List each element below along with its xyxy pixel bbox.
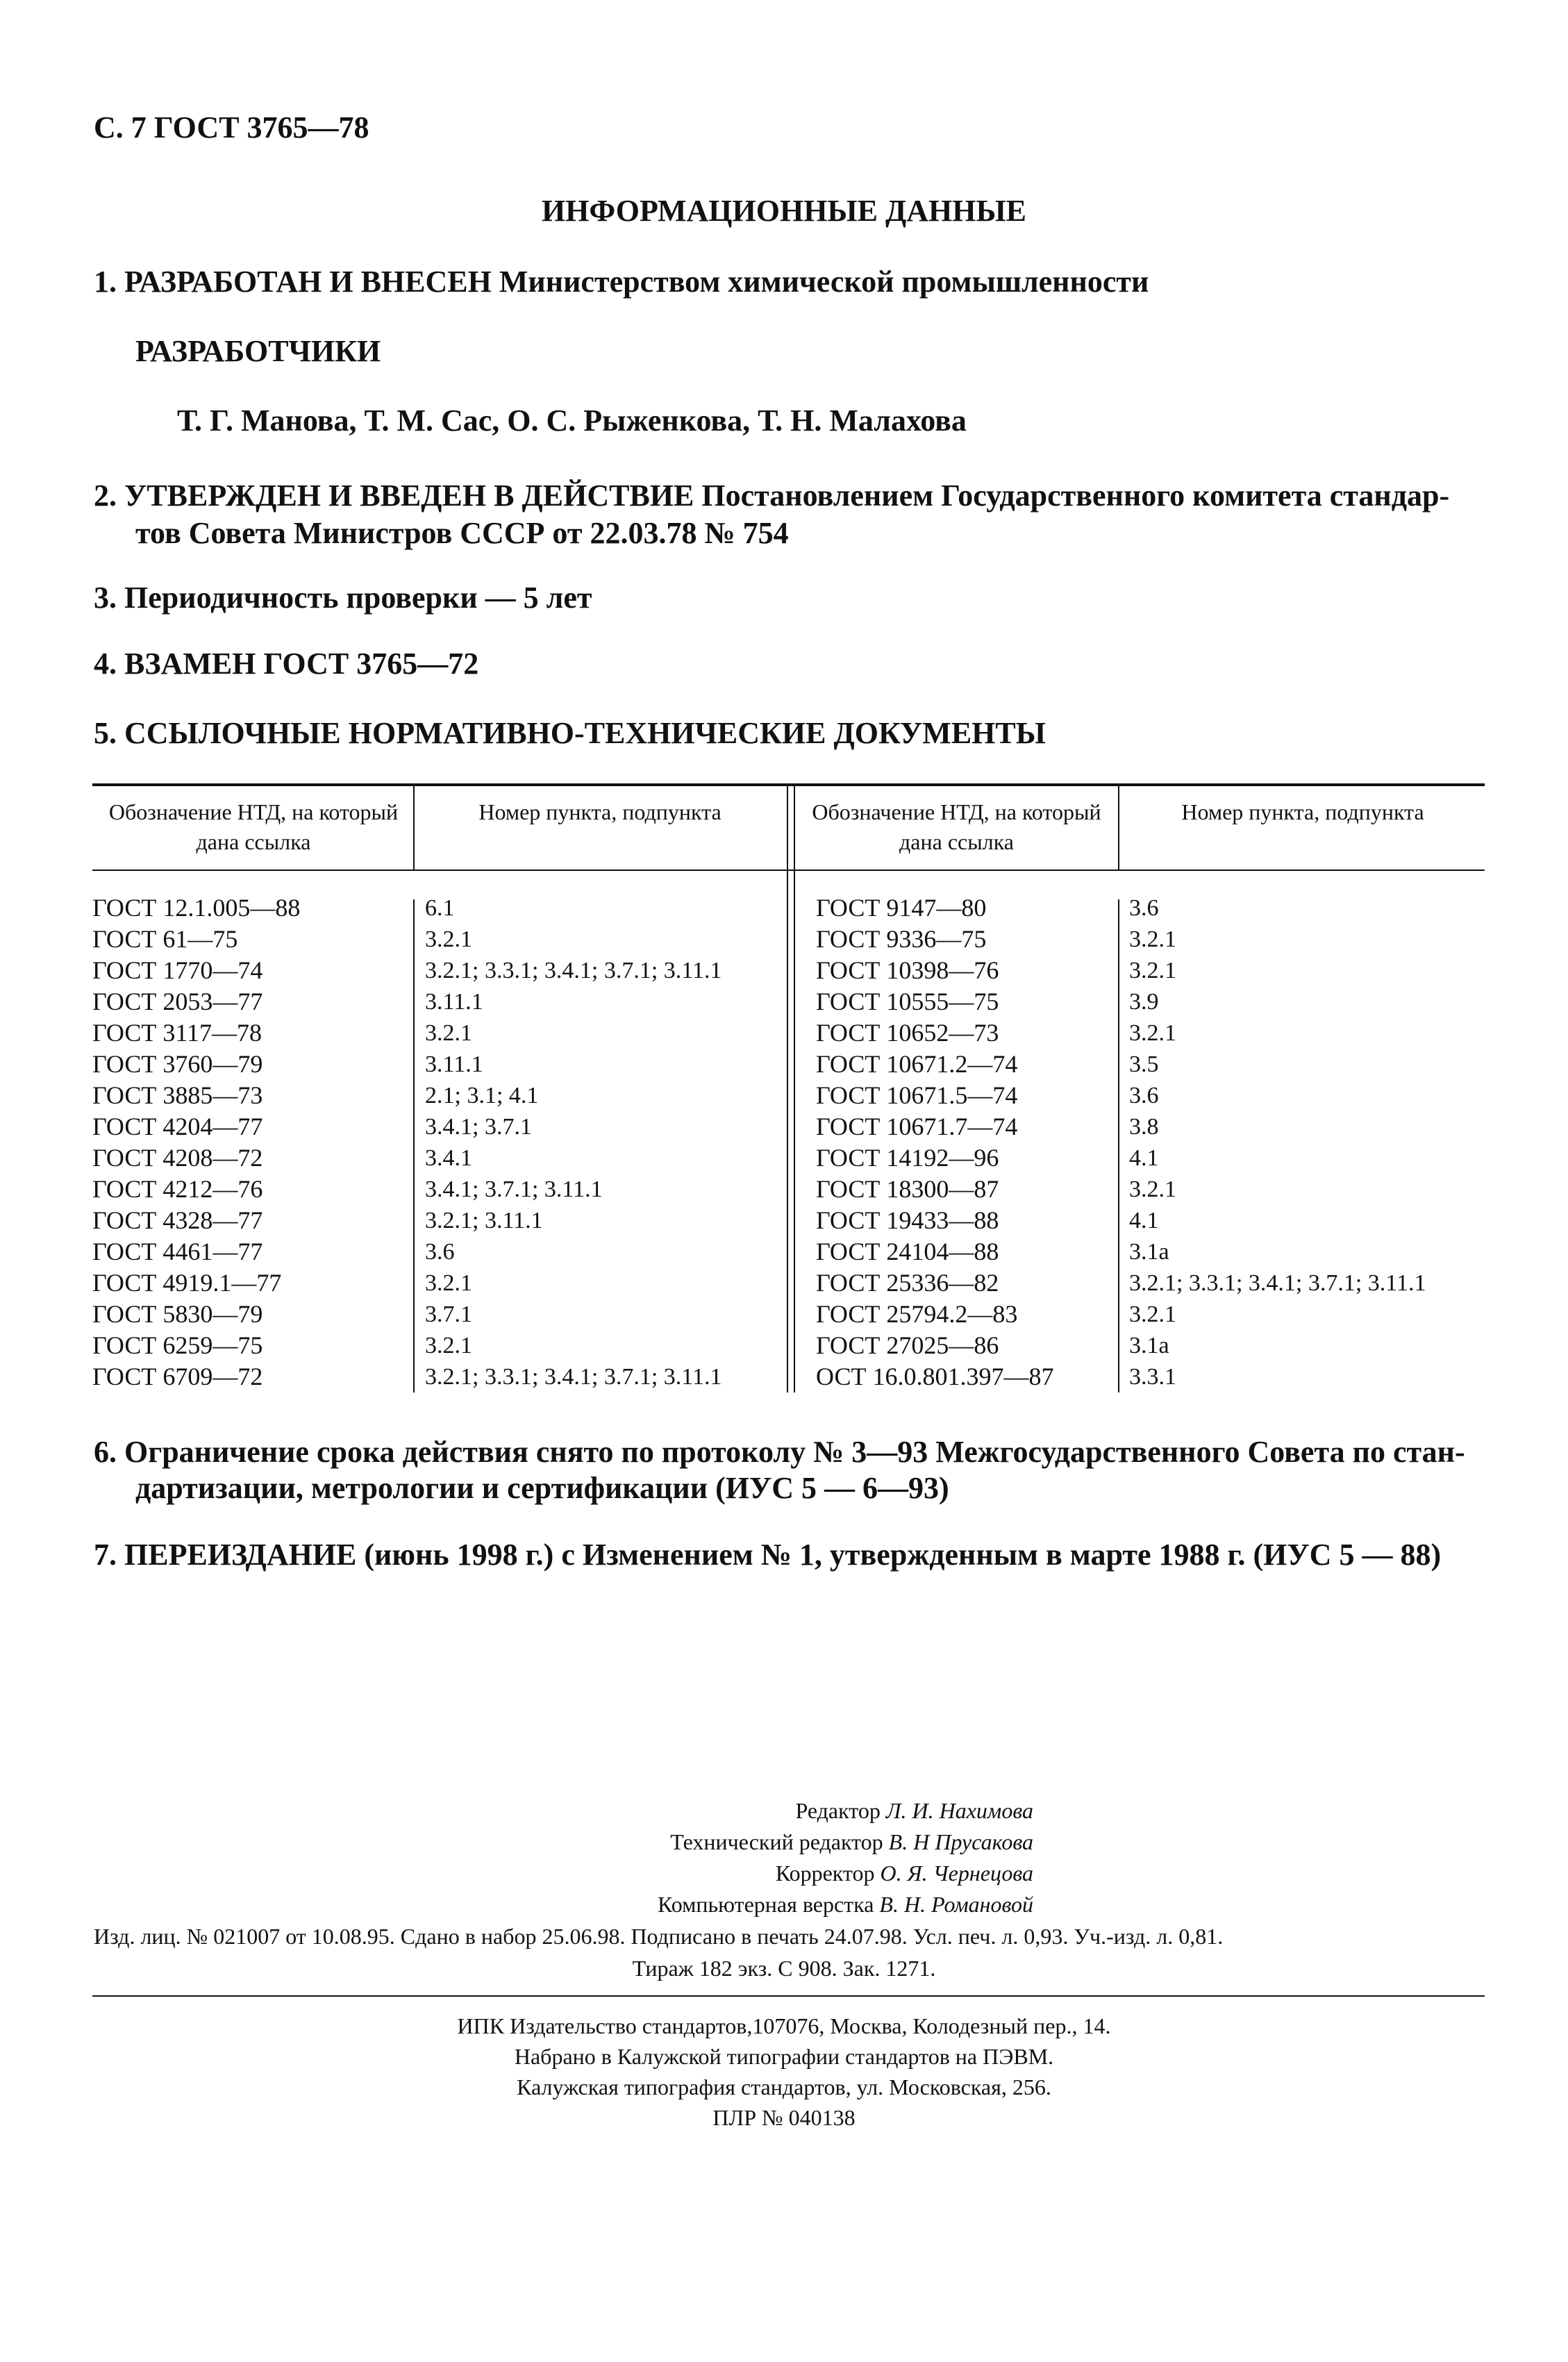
table-cell-doc: ГОСТ 5830—79 xyxy=(92,1300,263,1328)
table-cell-points: 3.5 xyxy=(1129,1051,1159,1077)
table-header-doc-right: Обозначение НТД, на который дана ссылка xyxy=(812,799,1101,854)
table-cell-doc: ГОСТ 4204—77 xyxy=(92,1113,263,1140)
table-cell-points: 3.9 xyxy=(1129,989,1159,1015)
table-cell-points: 3.2.1; 3.3.1; 3.4.1; 3.7.1; 3.11.1 xyxy=(1129,1270,1426,1296)
table-column-left-points xyxy=(425,892,722,1392)
developers-list: Т. Г. Манова, Т. М. Сас, О. С. Рыженкова, Т. Н. Малахова xyxy=(177,404,967,438)
table-cell-points: 3.4.1 xyxy=(425,1145,472,1171)
table-cell-doc: ГОСТ 3885—73 xyxy=(92,1081,263,1109)
table-cell-doc: ГОСТ 19433—88 xyxy=(816,1206,999,1234)
table-column-right-docs xyxy=(816,892,1053,1392)
table-cell-doc: ГОСТ 24104—88 xyxy=(816,1238,999,1265)
table-cell-points: 3.2.1 xyxy=(425,1020,472,1046)
credit-tech-editor: Технический редактор В. Н Прусакова xyxy=(670,1829,1033,1854)
table-double-divider xyxy=(794,785,795,1392)
item-3: 3. Периодичность проверки — 5 лет xyxy=(94,581,592,615)
table-cell-points: 3.2.1 xyxy=(425,1333,472,1358)
table-cell-points: 2.1; 3.1; 4.1 xyxy=(425,1083,539,1108)
table-cell-points: 3.4.1; 3.7.1 xyxy=(425,1114,532,1140)
table-cell-points: 3.6 xyxy=(425,1239,455,1265)
table-cell-doc: ГОСТ 9336—75 xyxy=(816,925,987,953)
table-divider xyxy=(1118,899,1119,1392)
table-cell-points: 3.2.1 xyxy=(1129,926,1176,952)
table-cell-points: 3.2.1 xyxy=(1129,1020,1176,1046)
item-6-line-1: 6. Ограничение срока действия снято по протоколу № 3—93 Межгосударственного Совета по стан- xyxy=(94,1435,1465,1469)
credits-block xyxy=(658,1795,1033,1920)
table-cell-points: 3.11.1 xyxy=(425,989,483,1015)
table-cell-doc: ГОСТ 4919.1—77 xyxy=(92,1269,282,1297)
table-cell-doc: ОСТ 16.0.801.397—87 xyxy=(816,1363,1054,1390)
table-header-rule xyxy=(92,870,1485,871)
table-header-doc-left: Обозначение НТД, на который дана ссылка xyxy=(108,799,399,854)
table-cell-points: 3.4.1; 3.7.1; 3.11.1 xyxy=(425,1176,603,1202)
table-cell-doc: ГОСТ 3760—79 xyxy=(92,1050,263,1078)
table-cell-doc: ГОСТ 12.1.005—88 xyxy=(92,894,301,922)
table-cell-doc: ГОСТ 10671.2—74 xyxy=(816,1050,1018,1078)
item-4: 4. ВЗАМЕН ГОСТ 3765—72 xyxy=(94,647,479,681)
table-cell-doc: ГОСТ 10671.7—74 xyxy=(816,1113,1018,1140)
credit-layout: Компьютерная верстка В. Н. Романовой xyxy=(658,1892,1033,1917)
table-cell-doc: ГОСТ 2053—77 xyxy=(92,988,263,1015)
table-cell-points: 3.2.1; 3.3.1; 3.4.1; 3.7.1; 3.11.1 xyxy=(425,958,722,983)
table-cell-points: 3.1а xyxy=(1129,1239,1169,1265)
table-cell-points: 3.2.1 xyxy=(1129,1301,1176,1327)
item-7: 7. ПЕРЕИЗДАНИЕ (июнь 1998 г.) с Изменением № 1, утвержденным в марте 1988 г. (ИУС 5 — 88) xyxy=(94,1538,1442,1572)
table-cell-doc: ГОСТ 14192—96 xyxy=(816,1144,999,1172)
table-top-rule xyxy=(92,783,1485,786)
credit-editor: Редактор Л. И. Нахимова xyxy=(795,1798,1033,1823)
table-cell-doc: ГОСТ 3117—78 xyxy=(92,1019,262,1047)
table-cell-points: 3.11.1 xyxy=(425,1051,483,1077)
table-column-right-points xyxy=(1129,892,1426,1392)
table-cell-points: 3.1а xyxy=(1129,1333,1169,1358)
document-title: ИНФОРМАЦИОННЫЕ ДАННЫЕ xyxy=(541,194,1027,228)
item-1: 1. РАЗРАБОТАН И ВНЕСЕН Министерством химической промышленности xyxy=(94,265,1149,299)
table-cell-doc: ГОСТ 4461—77 xyxy=(92,1238,263,1265)
item-6-line-2: дартизации, метрологии и сертификации (ИУС 5 — 6—93) xyxy=(135,1471,949,1505)
table-cell-doc: ГОСТ 9147—80 xyxy=(816,894,987,922)
table-cell-points: 3.2.1 xyxy=(425,926,472,952)
publisher-block xyxy=(0,2011,1568,2133)
publisher-line: ПЛР № 040138 xyxy=(712,2105,856,2130)
table-cell-points: 4.1 xyxy=(1129,1145,1159,1171)
table-cell-points: 3.2.1 xyxy=(1129,1176,1176,1202)
table-cell-doc: ГОСТ 10652—73 xyxy=(816,1019,999,1047)
table-column-left-docs xyxy=(92,892,300,1392)
table-cell-doc: ГОСТ 6259—75 xyxy=(92,1331,263,1359)
table-cell-doc: ГОСТ 25794.2—83 xyxy=(816,1300,1018,1328)
table-cell-doc: ГОСТ 10398—76 xyxy=(816,956,999,984)
table-cell-points: 3.3.1 xyxy=(1129,1364,1176,1390)
table-cell-doc: ГОСТ 4208—72 xyxy=(92,1144,263,1172)
footer-rule xyxy=(92,1995,1485,1997)
table-cell-points: 3.8 xyxy=(1129,1114,1159,1140)
imprint-line-1: Изд. лиц. № 021007 от 10.08.95. Сдано в набор 25.06.98. Подписано в печать 24.07.98. Усл. печ. л. 0,93. Уч.-изд. л. 0,81. xyxy=(94,1924,1224,1949)
table-cell-points: 3.2.1 xyxy=(425,1270,472,1296)
item-2-line-2: тов Совета Министров СССР от 22.03.78 № 754 xyxy=(135,516,789,550)
publisher-line: Калужская типография стандартов, ул. Московская, 256. xyxy=(517,2074,1051,2099)
table-cell-doc: ГОСТ 4212—76 xyxy=(92,1175,263,1203)
credit-corrector: Корректор О. Я. Чернецова xyxy=(775,1861,1033,1886)
table-cell-points: 3.2.1 xyxy=(1129,958,1176,983)
table-header-point-right: Номер пункта, подпункта xyxy=(1181,799,1424,824)
table-cell-doc: ГОСТ 6709—72 xyxy=(92,1363,263,1390)
table-cell-points: 3.7.1 xyxy=(425,1301,472,1327)
table-cell-doc: ГОСТ 25336—82 xyxy=(816,1269,999,1297)
item-5: 5. ССЫЛОЧНЫЕ НОРМАТИВНО-ТЕХНИЧЕСКИЕ ДОКУМЕНТЫ xyxy=(94,716,1046,750)
table-cell-doc: ГОСТ 4328—77 xyxy=(92,1206,263,1234)
table-cell-points: 3.6 xyxy=(1129,1083,1159,1108)
table-divider xyxy=(413,785,415,870)
table-double-divider xyxy=(787,785,788,1392)
item-2-line-1: 2. УТВЕРЖДЕН И ВВЕДЕН В ДЕЙСТВИЕ Постановлением Государственного комитета стандар- xyxy=(94,479,1450,513)
publisher-line: Набрано в Калужской типографии стандартов на ПЭВМ. xyxy=(514,2044,1054,2069)
table-cell-doc: ГОСТ 10555—75 xyxy=(816,988,999,1015)
page-header: С. 7 ГОСТ 3765—78 xyxy=(94,110,369,144)
table-cell-doc: ГОСТ 61—75 xyxy=(92,925,238,953)
table-divider xyxy=(1118,785,1119,870)
table-cell-points: 3.2.1; 3.11.1 xyxy=(425,1208,543,1233)
table-cell-doc: ГОСТ 10671.5—74 xyxy=(816,1081,1018,1109)
publisher-line: ИПК Издательство стандартов,107076, Москва, Колодезный пер., 14. xyxy=(457,2013,1111,2038)
table-cell-doc: ГОСТ 1770—74 xyxy=(92,956,263,984)
table-cell-points: 6.1 xyxy=(425,895,455,921)
imprint-line-2: Тираж 182 экз. С 908. Зак. 1271. xyxy=(632,1956,936,1981)
table-divider xyxy=(413,899,415,1392)
table-cell-points: 4.1 xyxy=(1129,1208,1159,1233)
table-cell-points: 3.6 xyxy=(1129,895,1159,921)
table-cell-doc: ГОСТ 18300—87 xyxy=(816,1175,999,1203)
developers-label: РАЗРАБОТЧИКИ xyxy=(135,334,381,368)
table-cell-points: 3.2.1; 3.3.1; 3.4.1; 3.7.1; 3.11.1 xyxy=(425,1364,722,1390)
table-cell-doc: ГОСТ 27025—86 xyxy=(816,1331,999,1359)
table-header-point-left: Номер пункта, подпункта xyxy=(478,799,722,824)
